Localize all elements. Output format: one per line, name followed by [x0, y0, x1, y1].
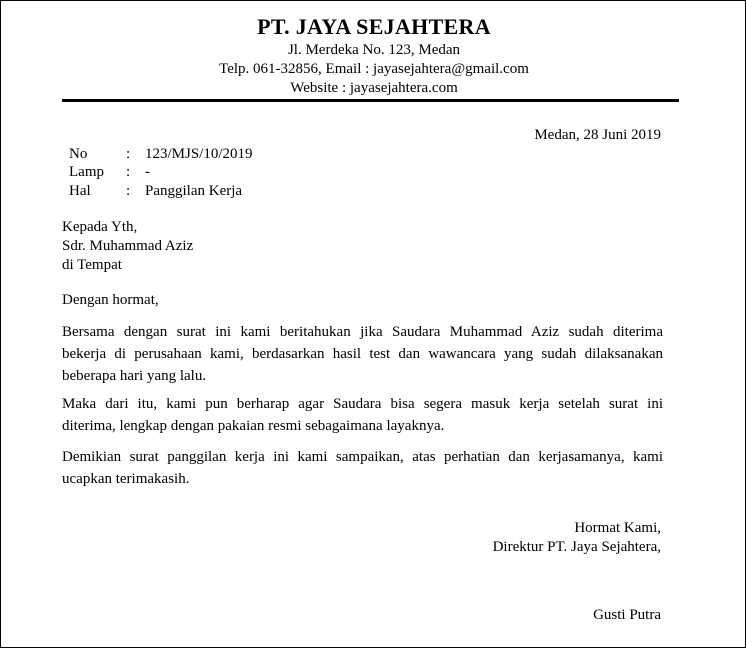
meta-colon: :: [126, 183, 131, 199]
paragraph-line: beberapa hari yang lalu.: [62, 368, 207, 384]
meta-value: 123/MJS/10/2019: [145, 146, 253, 162]
greeting: Dengan hormat,: [62, 292, 159, 308]
company-contact: Telp. 061-32856, Email : jayasejahtera@gmail.com: [219, 61, 529, 77]
company-website: Website : jayasejahtera.com: [290, 80, 458, 96]
recipient-name: Sdr. Muhammad Aziz: [62, 238, 194, 254]
meta-label: No: [69, 146, 88, 162]
recipient-line: Kepada Yth,: [62, 219, 138, 235]
company-address: Jl. Merdeka No. 123, Medan: [287, 42, 461, 58]
letterhead-divider: [62, 99, 679, 102]
meta-value: Panggilan Kerja: [145, 183, 243, 199]
signatory-name: Gusti Putra: [593, 607, 661, 623]
paragraph-line: bekerja di perusahaan kami, berdasarkan hasil test dan wawancara yang sudah dilaksanakan: [62, 346, 663, 362]
body-paragraph: [62, 446, 663, 490]
company-name: PT. JAYA SEJAHTERA: [257, 14, 491, 39]
paragraph-line: Maka dari itu, kami pun berharap agar Saudara bisa segera masuk kerja setelah surat ini: [62, 396, 663, 412]
body-paragraph: [62, 321, 663, 387]
meta-value: -: [145, 164, 150, 180]
closing-salutation: Hormat Kami,: [574, 520, 661, 536]
meta-colon: :: [126, 164, 131, 180]
meta-label: Hal: [69, 183, 91, 199]
paragraph-line: ucapkan terimakasih.: [62, 471, 190, 487]
paragraph-line: diterima, lengkap dengan pakaian resmi sebagaimana layaknya.: [62, 418, 445, 434]
meta-label: Lamp: [69, 164, 104, 180]
recipient-location: di Tempat: [62, 257, 122, 273]
paragraph-line: Demikian surat panggilan kerja ini kami sampaikan, atas perhatian dan kerjasamanya, kami: [62, 449, 663, 465]
body-paragraph: [62, 393, 663, 437]
paragraph-line: Bersama dengan surat ini kami beritahukan jika Saudara Muhammad Aziz sudah diterima: [62, 324, 663, 340]
place-date: Medan, 28 Juni 2019: [534, 127, 661, 143]
closing-title: Direktur PT. Jaya Sejahtera,: [492, 539, 661, 555]
meta-colon: :: [126, 146, 131, 162]
